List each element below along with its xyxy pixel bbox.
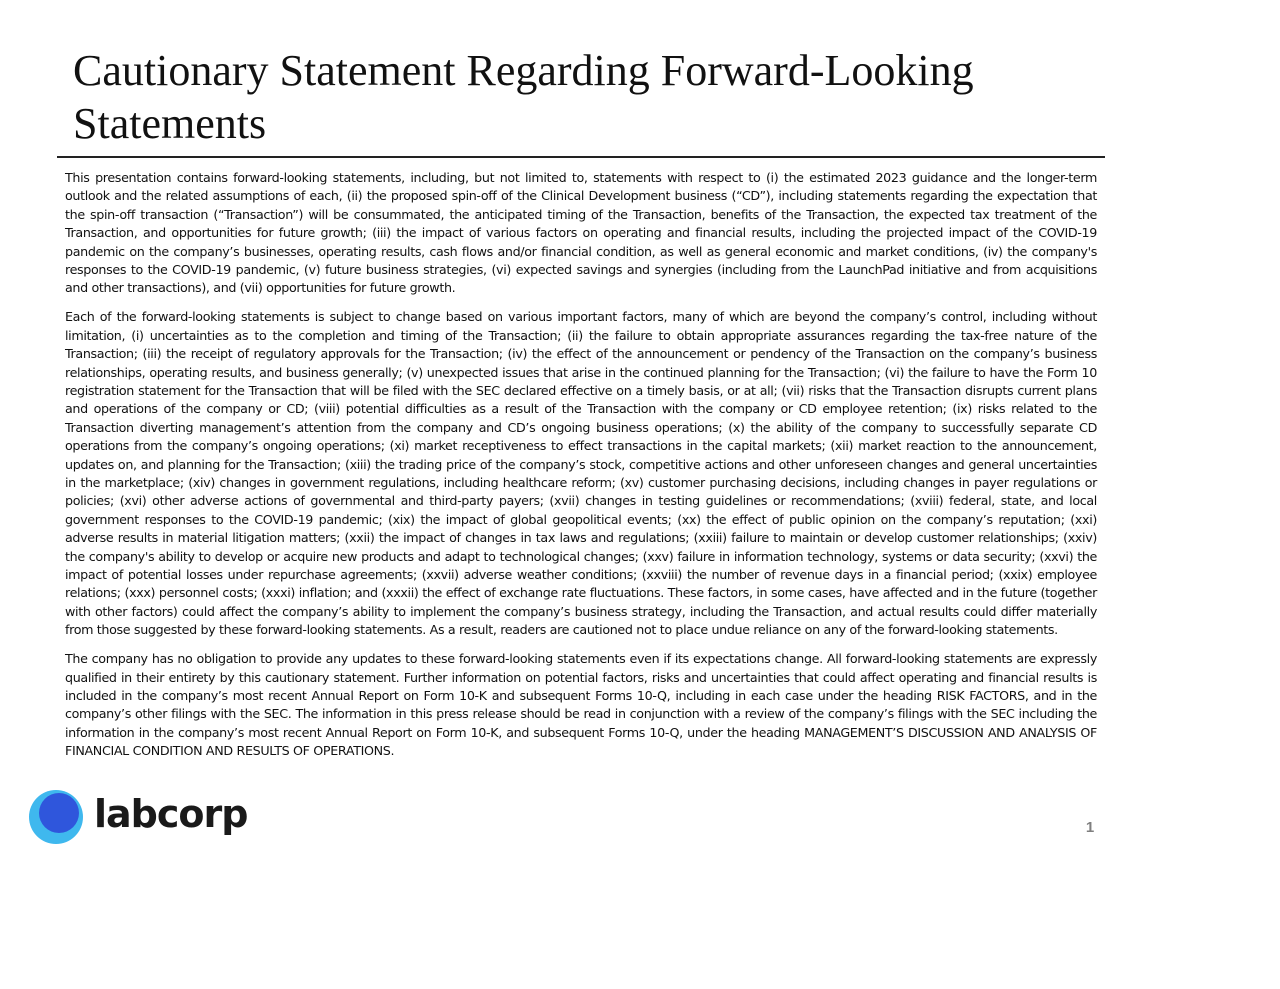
labcorp-logo xyxy=(29,789,247,845)
disclaimer-body xyxy=(65,169,1097,771)
paragraph-forward-looking-scope: This presentation contains forward-looking statements, including, but not limited to, statements with respect to (i) the estimated 2023 guidance and the longer-term outlook and the related assumptions of each, (ii) the proposed spin-off of the Clinical Development business (“CD”), including statements regarding the expectation that the spin-off transaction (“Transaction”) will be consummated, the anticipated timing of the Transaction, benefits of the Transaction, the expected tax treatment of the Transaction, and opportunities for future growth; (iii) the impact of various factors on operating and financial results, including the projected impact of the COVID-19 pandemic on the company’s businesses, operating results, cash flows and/or financial condition, as well as general economic and market conditions, (iv) the company's responses to the COVID-19 pandemic, (v) future business strategies, (vi) expected savings and synergies (including from the LaunchPad initiative and from acquisitions and other transactions), and (vii) opportunities for future growth. xyxy=(65,170,1097,296)
paragraph-risk-factors: Each of the forward-looking statements is subject to change based on various important factors, many of which are beyond the company’s control, including without limitation, (i) uncertainties as to the completion and timing of the Transaction; (ii) the failure to obtain appropriate assurances regarding the tax-free nature of the Transaction; (iii) the receipt of regulatory approvals for the Transaction; (iv) the effect of the announcement or pendency of the Transaction on the company’s business relationships, operating results, and business generally; (v) unexpected issues that arise in the continued planning for the Transaction; (vi) the failure to have the Form 10 registration statement for the Transaction that will be filed with the SEC declared effective on a timely basis, or at all; (vii) risks that the Transaction disrupts current plans and operations of the company or CD; (viii) potential difficulties as a result of the Transaction with the company or CD employee retention; (ix) risks related to the Transaction diverting management’s attention from the company and CD’s ongoing business operations; (x) the ability of the company to successfully separate CD operations from the company’s ongoing operations; (xi) market receptiveness to effect transactions in the capital markets; (xii) market reaction to the announcement, updates on, and planning for the Transaction; (xiii) the trading price of the company’s stock, competitive actions and other unforeseen changes and general uncertainties in the marketplace; (xiv) changes in government regulations, including healthcare reform; (xv) customer purchasing decisions, including changes in payer regulations or policies; (xvi) other adverse actions of governmental and third-party payers; (xvii) changes in testing guidelines or recommendations; (xviii) federal, state, and local government responses to the COVID-19 pandemic; (xix) the impact of global geopolitical events; (xx) the effect of public opinion on the company’s reputation; (xxi) adverse results in material litigation matters; (xxii) the impact of changes in tax laws and regulations; (xxiii) failure to maintain or develop customer relationships; (xxiv) the company's ability to develop or acquire new products and adapt to technological changes; (xxv) failure in information technology, systems or data security; (xxvi) the impact of potential losses under repurchase agreements; (xxvii) adverse weather conditions; (xxviii) the number of revenue days in a financial period; (xxix) employee relations; (xxx) personnel costs; (xxxi) inflation; and (xxxii) the effect of exchange rate fluctuations. These factors, in some cases, have affected and in the future (together with other factors) could affect the company’s ability to implement the company’s business strategy, including the Transaction, and actual results could differ materially from those suggested by these forward-looking statements. As a result, readers are cautioned not to place undue reliance on any of the forward-looking statements. xyxy=(65,309,1097,638)
title-divider xyxy=(57,156,1105,158)
logo-circle-icon xyxy=(29,790,83,844)
paragraph-no-obligation: The company has no obligation to provide any updates to these forward-looking statements even if its expectations change. All forward-looking statements are expressly qualified in their entirety by this cautionary statement. Further information on potential factors, risks and uncertainties that could affect operating and financial results is included in the company’s most recent Annual Report on Form 10-K and subsequent Forms 10-Q, including in each case under the heading RISK FACTORS, and in the company’s other filings with the SEC. The information in this press release should be read in conjunction with a review of the company’s filings with the SEC including the information in the company’s most recent Annual Report on Form 10-K, and subsequent Forms 10-Q, under the heading MANAGEMENT’S DISCUSSION AND ANALYSIS OF FINANCIAL CONDITION AND RESULTS OF OPERATIONS. xyxy=(65,651,1097,759)
logo-wordmark: labcorp xyxy=(94,792,248,836)
page-number: 1 xyxy=(1085,819,1095,836)
page-title: Cautionary Statement Regarding Forward-Looking Statements xyxy=(73,46,974,148)
